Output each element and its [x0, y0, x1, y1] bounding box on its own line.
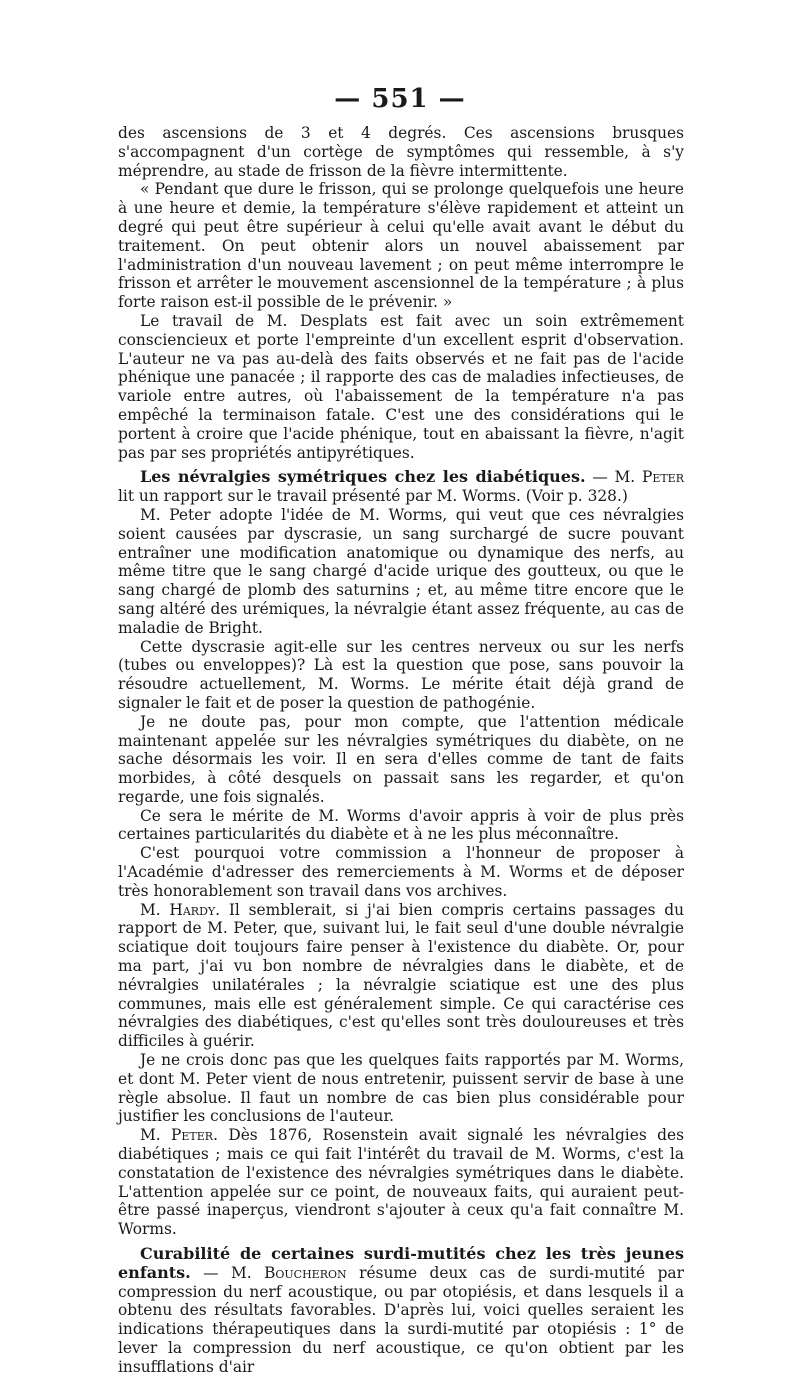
paragraph: Je ne doute pas, pour mon compte, que l'attention médicale maintenant appelée sur les névralgies symétriques du diabète, on ne sache désormais les voir. Il en sera d'elles comme de tant de faits morbides, à côté desquels on passait sans les regarder, et qu'on regarde, une fois signalés. — [118, 712, 684, 806]
paragraph: Ce sera le mérite de M. Worms d'avoir appris à voir de plus près certaines particularités du diabète et à ne les plus méconnaître. — [118, 806, 684, 844]
section-paragraph: Les névralgies symétriques chez les diabétiques. — M. Peter lit un rapport sur le travail présenté par M. Worms. (Voir p. 328.) — [118, 467, 684, 506]
paragraph-text: Il semblerait, si j'ai bien compris certains passages du rapport de M. Peter, que, suivant lui, le fait seul d'une double névralgie sciatique doit toujours faire penser à l'existence du diabète. Or, pour ma part, j'ai vu bon nombre de névralgies dans le diabète, et de névralgies unilatérales ; la névralgie sciatique est une des plus communes, mais elle est généralement simple. Ce qui caractérise ces névralgies des diabétiques, c'est qu'elles sont très douloureuses et très difficiles à guérir. — [118, 900, 684, 1051]
paragraph: Cette dyscrasie agit-elle sur les centres nerveux ou sur les nerfs (tubes ou enveloppes)? Là est la question que pose, sans pouvoir la résoudre actuellement, M. Worms. Le mérite était déjà grand de signaler le fait et de poser la question de pathogénie. — [118, 637, 684, 712]
paragraph-text: Dès 1876, Rosenstein avait signalé les névralgies des diabétiques ; mais ce qui fait l'intérêt du travail de M. Worms, c'est la constatation de l'existence des névralgies symétriques dans le diabète. L'attention appelée sur ce point, de nouveaux faits, qui auraient peut-être passé inaperçus, viendront s'ajouter à ceux qu'a fait connaître M. Worms. — [118, 1126, 684, 1239]
paragraph: Je ne crois donc pas que les quelques faits rapportés par M. Worms, et dont M. Peter vient de nous entretenir, puissent servir de base à une règle absolue. Il faut un nombre de cas bien plus considérable pour justifier les conclusions de l'auteur. — [118, 1051, 684, 1126]
paragraph: C'est pourquoi votre commission a l'honneur de proposer à l'Académie d'adresser des remerciements à M. Worms et de déposer très honorablement son travail dans vos archives. — [118, 844, 684, 900]
section-heading: Curabilité de certaines surdi-mutités chez les très jeunes enfants. — [118, 1244, 684, 1282]
paragraph — [118, 1126, 684, 1239]
speaker-name: M. Peter. — [140, 1126, 218, 1145]
paragraph — [118, 901, 684, 1051]
paragraph: « Pendant que dure le frisson, qui se prolonge quelquefois une heure à une heure et demie, la température s'élève rapidement et atteint un degré qui peut être supérieur à celui qu'elle avait avant le début du traitement. On peut obtenir alors un nouvel abaissement par l'administration d'un nouveau lavement ; on peut même interrompre le frisson et arrêter le mouvement ascensionnel de la température ; à plus forte raison est-il possible de le prévenir. » — [118, 180, 684, 312]
page-number: — 551 — — [334, 84, 466, 114]
paragraph: Le travail de M. Desplats est fait avec un soin extrêmement consciencieux et porte l'empreinte d'un excellent esprit d'observation. L'auteur ne va pas au-delà des faits observés et ne fait pas de l'acide phénique une panacée ; il rapporte des cas de maladies infectieuses, de variole entre autres, où l'abaissement de la température n'a pas empêché la terminaison fatale. C'est une des considérations qui le portent à croire que l'acide phénique, tout en abaissant la fièvre, n'agit pas par ses propriétés antipyrétiques. — [118, 311, 684, 462]
speaker-name: M. Hardy. — [140, 900, 221, 919]
paragraph: M. Peter adopte l'idée de M. Worms, qui veut que ces névralgies soient causées par dyscrasie, un sang surchargé de sucre pouvant entraîner une modification anatomique ou dynamique des nerfs, au même titre que le sang chargé d'acide urique des goutteux, ou que le sang chargé de plomb des saturnins ; et, au même titre encore que le sang altéré des urémiques, la névralgie étant assez fréquente, au cas de maladie de Bright. — [118, 505, 684, 637]
section-paragraph: Curabilité de certaines surdi-mutités chez les très jeunes enfants. — M. Boucheron résume deux cas de surdi-mutité par compression du nerf acoustique, ou par otopiésis, et dans lesquels il a obtenu des résultats favorables. D'après lui, voici quelles seraient les indications thérapeutiques dans la surdi-mutité par otopiésis : 1° de lever la compression du nerf acoustique, ce qu'on obtient par les insufflations d'air — [118, 1244, 684, 1376]
speaker-name: M. Boucheron — [230, 1263, 347, 1282]
paragraph-text: lit un rapport sur le travail présenté par M. Worms. (Voir p. 328.) — [118, 487, 628, 506]
text-body — [118, 124, 684, 1377]
section-heading: Les névralgies symétriques chez les diabétiques. — [140, 467, 586, 487]
paragraph-text: résume deux cas de surdi-mutité par compression du nerf acoustique, ou par otopiésis, et dans lesquels il a obtenu des résultats favorables. D'après lui, voici quelles seraient les indications thérapeutiques dans la surdi-mutité par otopiésis : 1° de lever la compression du nerf acoustique, ce qu'on obtient par les insufflations d'air — [118, 1263, 684, 1376]
paragraph: des ascensions de 3 et 4 degrés. Ces ascensions brusques s'accompagnent d'un cortège de symptômes qui ressemble, à s'y méprendre, au stade de frisson de la fièvre intermittente. — [118, 124, 684, 180]
speaker-name: M. Peter — [614, 468, 684, 487]
